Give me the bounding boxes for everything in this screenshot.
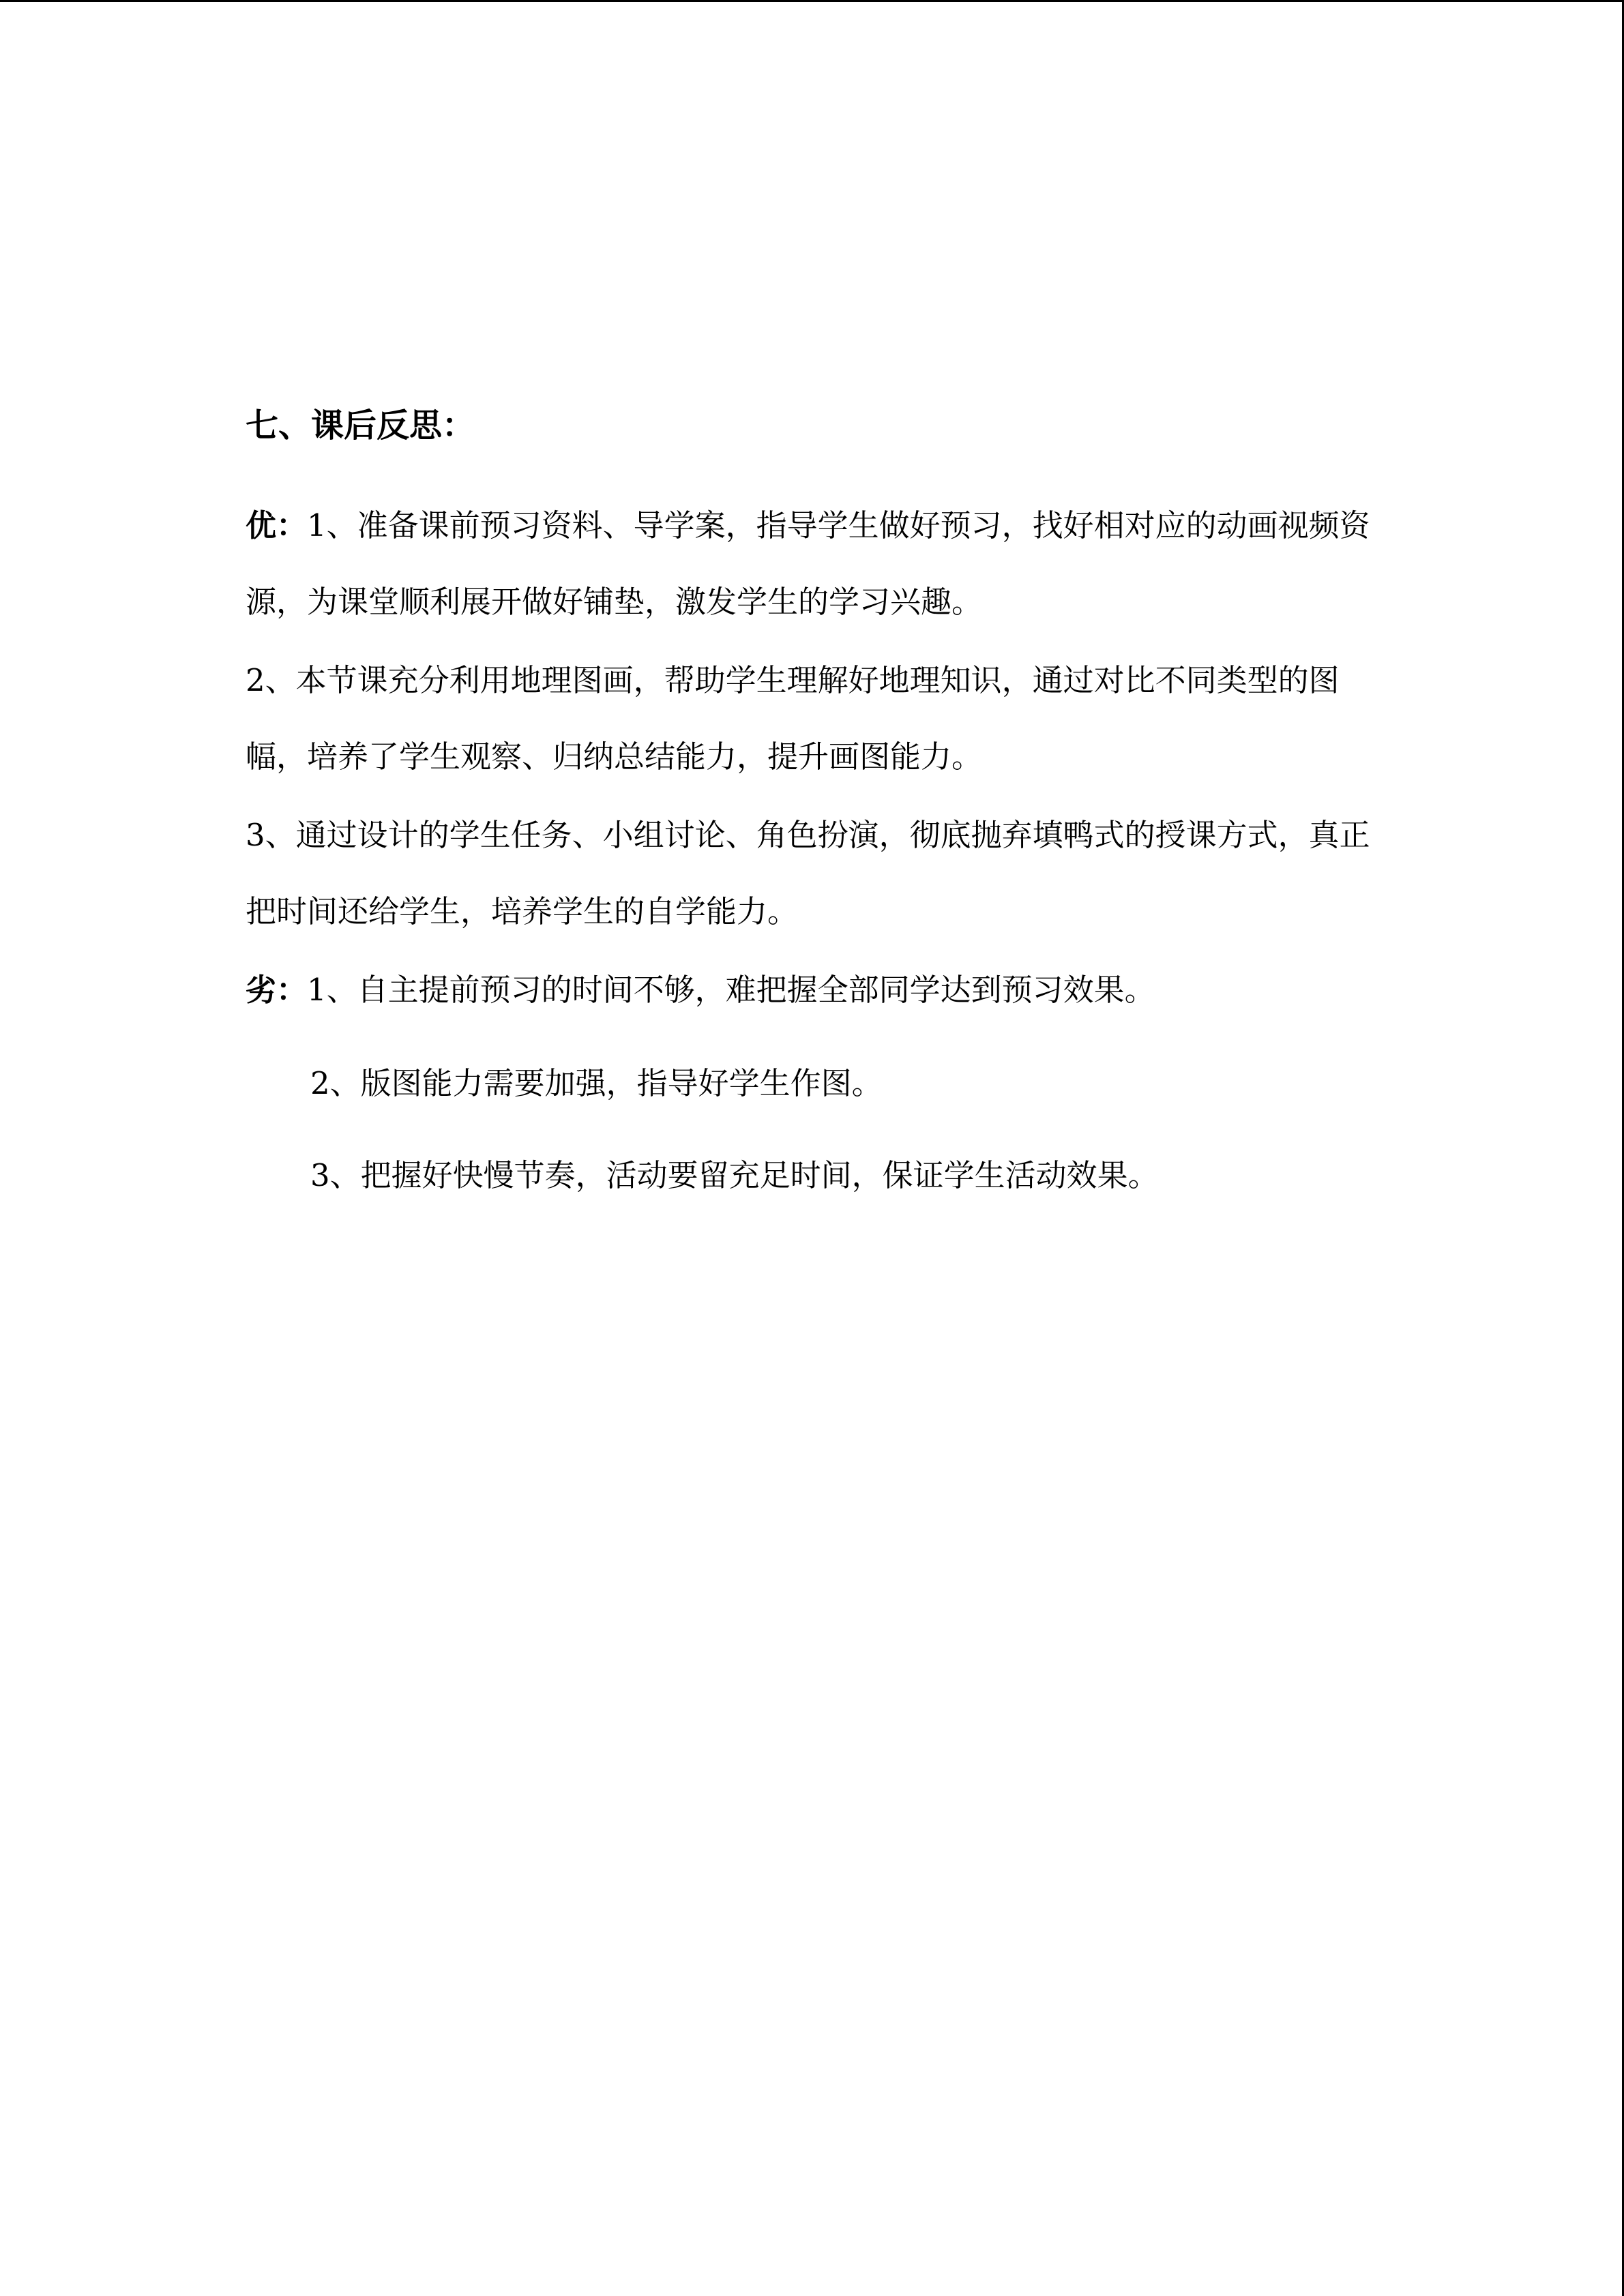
weakness-item-3: 3、把握好快慢节奏，活动要留充足时间，保证学生活动效果。 xyxy=(310,1157,1159,1193)
weaknesses-label: 劣： xyxy=(246,972,308,1008)
section-heading: 七、课后反思： xyxy=(246,406,475,445)
strength-item-3: 3、通过设计的学生任务、小组讨论、角色扮演，彻底抛弃填鸭式的授课方式，真正把时间还给学生，培养学生的自学能力。 xyxy=(246,817,1370,929)
strength-item-1-text: 1、准备课前预习资料、导学案，指导学生做好预习，找好相对应的动画视频资源，为课堂顺利展开做好铺垫，激发学生的学习兴趣。 xyxy=(246,507,1370,620)
weakness-item-1-text: 1、自主提前预习的时间不够，难把握全部同学达到预习效果。 xyxy=(307,972,1155,1008)
strengths-label: 优： xyxy=(246,507,308,543)
strength-item-2: 2、本节课充分利用地理图画，帮助学生理解好地理知识，通过对比不同类型的图幅，培养了学生观察、归纳总结能力，提升画图能力。 xyxy=(246,662,1340,775)
weakness-item-1 xyxy=(246,952,1391,1028)
weakness-item-2: 2、版图能力需要加强，指导好学生作图。 xyxy=(310,1065,883,1101)
strength-item-1 xyxy=(246,488,1391,640)
